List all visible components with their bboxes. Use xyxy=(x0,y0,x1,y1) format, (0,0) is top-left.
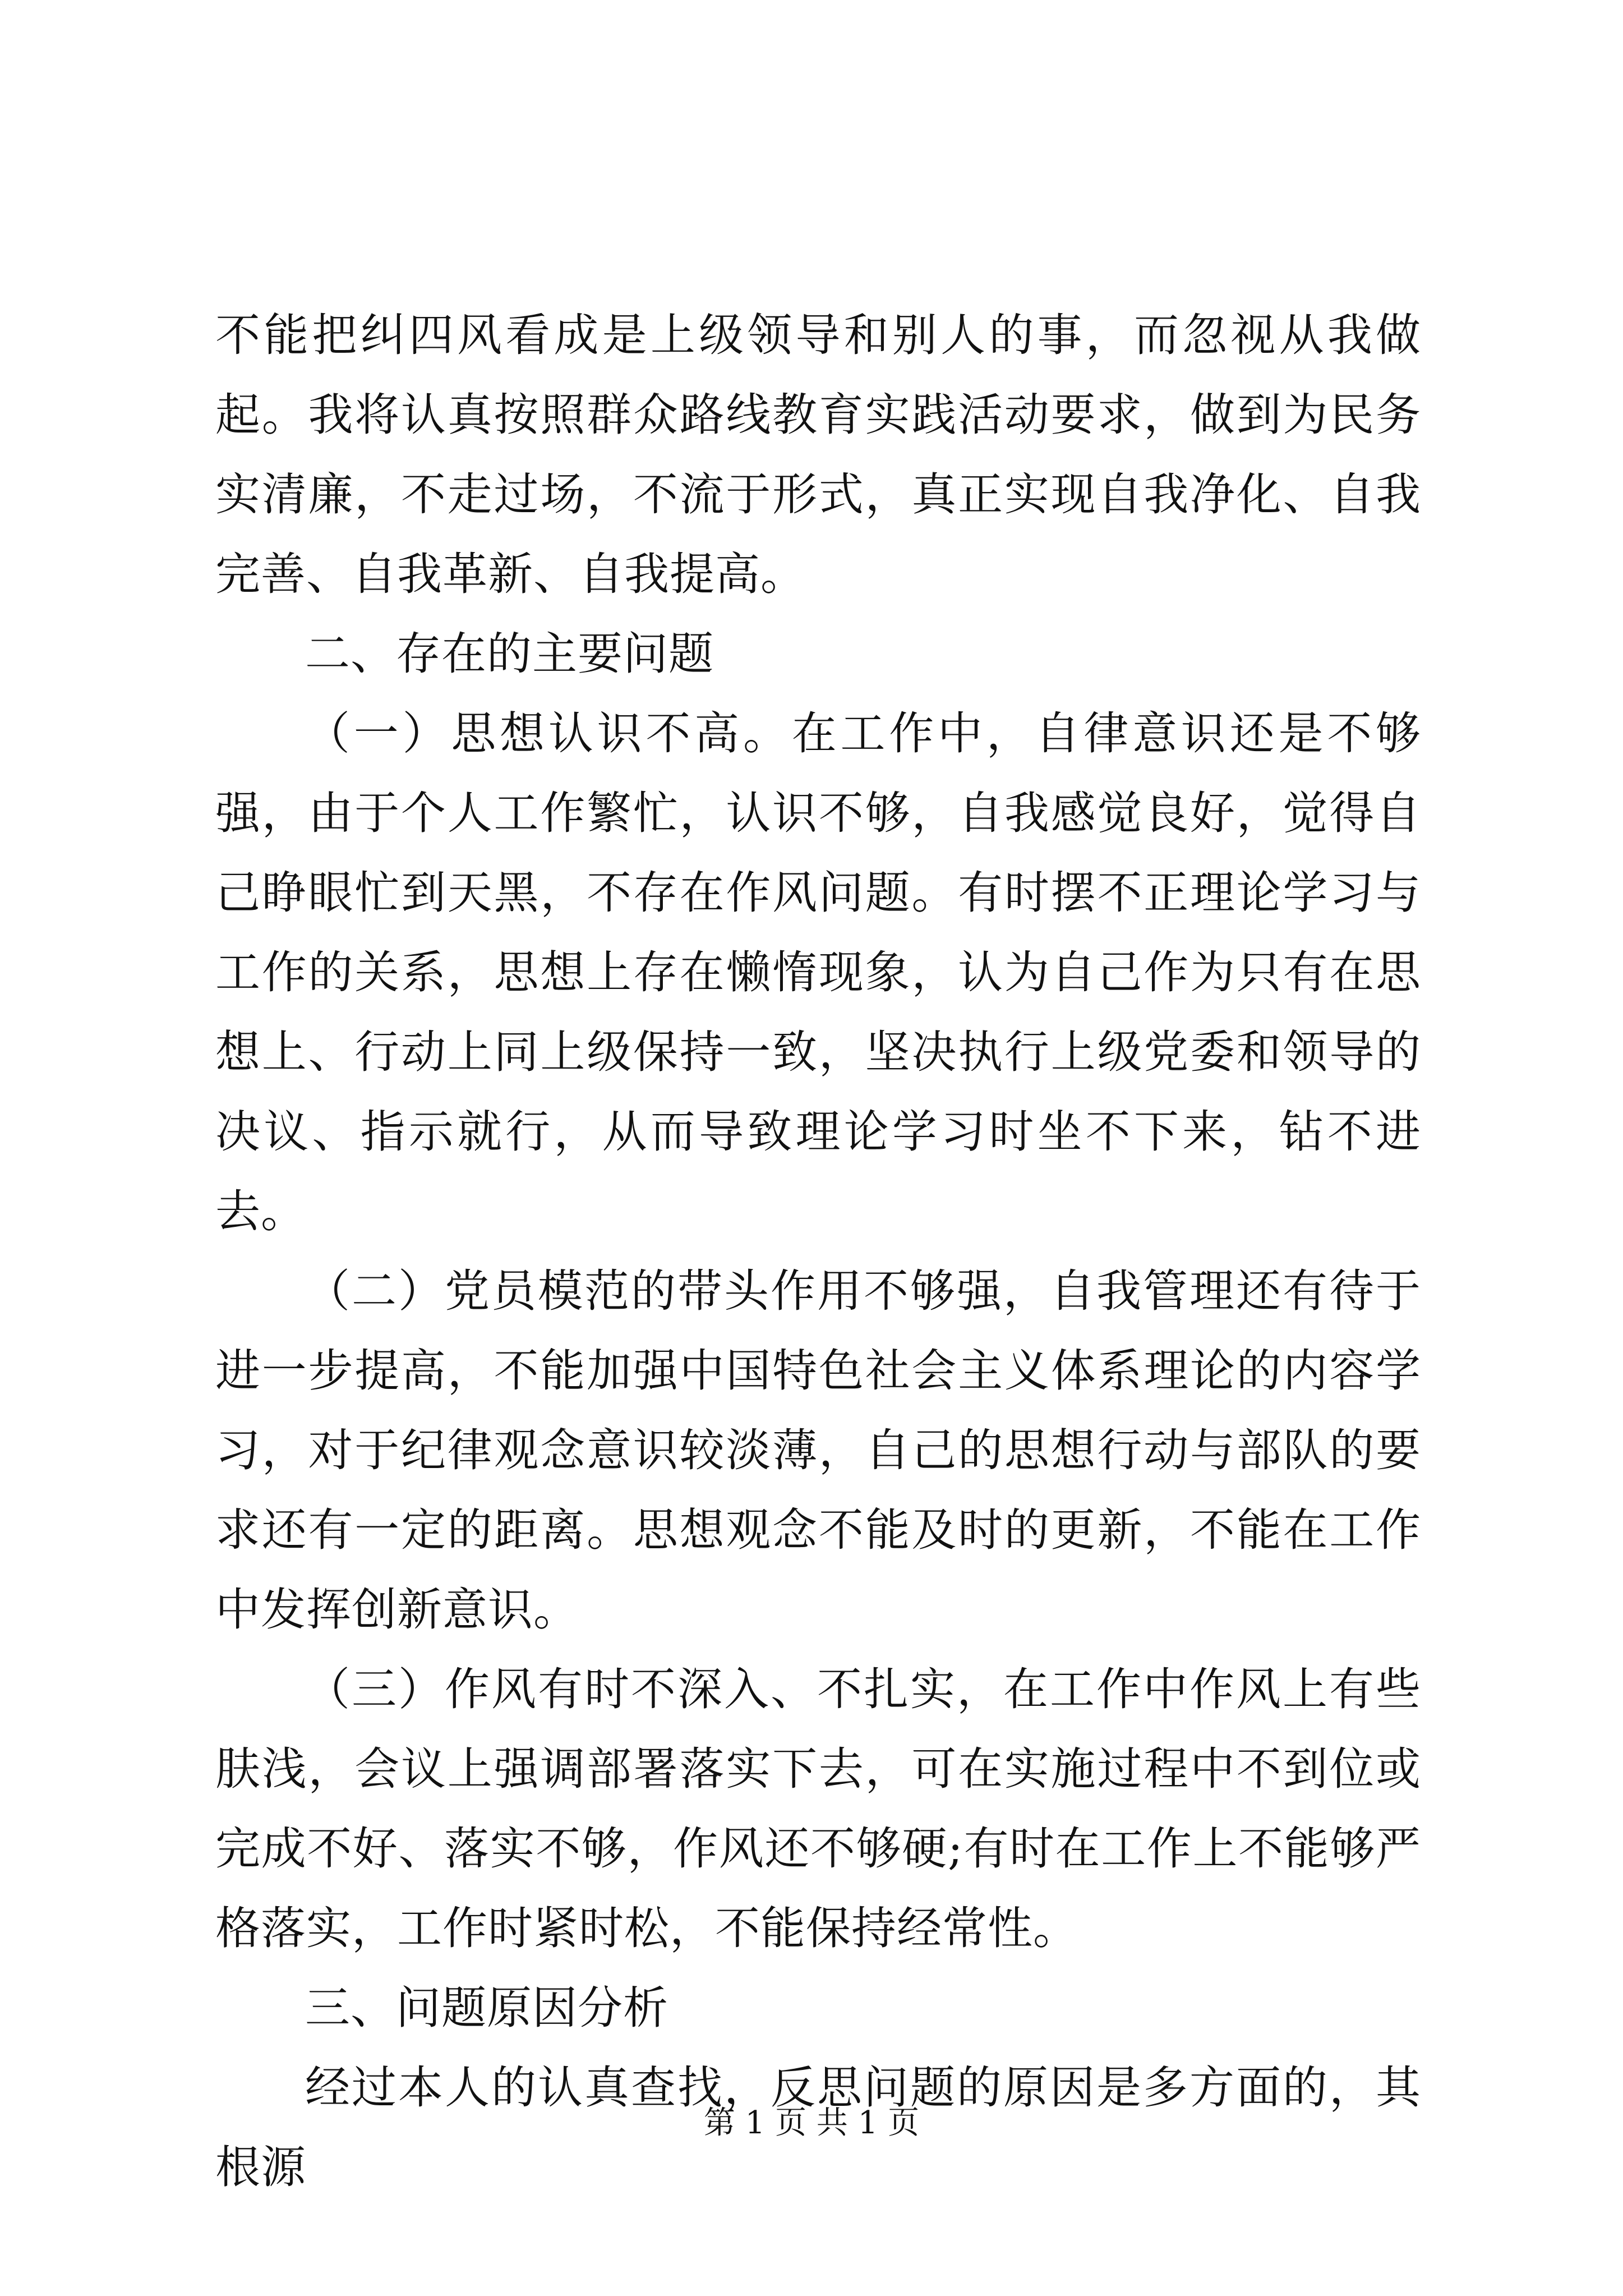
paragraph-item-3: （三）作风有时不深入、不扎实，在工作中作风上有些肤浅，会议上强调部署落实下去，可在实施过程中不到位或完成不好、落实不够，作风还不够硬;有时在工作上不能够严格落实，工作时紧时松，不能保持经常性。 xyxy=(215,1663,1421,1954)
paragraph-continuation: 不能把纠四风看成是上级领导和别人的事，而忽视从我做起。我将认真按照群众路线教育实践活动要求，做到为民务实清廉，不走过场，不流于形式，真正实现自我净化、自我完善、自我革新、自我提高。 xyxy=(215,309,1421,600)
page-number-label: 第 1 页 共 1 页 xyxy=(703,2105,920,2141)
document-body xyxy=(215,296,1421,2207)
section-heading-problems: 二、存在的主要问题 xyxy=(305,628,714,680)
paragraph-analysis: 经过本人的认真查找，反思问题的原因是多方面的，其根源 xyxy=(215,2062,1421,2193)
paragraph-item-1: （一）思想认识不高。在工作中，自律意识还是不够强，由于个人工作繁忙，认识不够，自我感觉良好，觉得自己睁眼忙到天黑，不存在作风问题。有时摆不正理论学习与工作的关系，思想上存在懒惰现象，认为自己作为只有在思想上、行动上同上级保持一致，坚决执行上级党委和领导的决议、指示就行，从而导致理论学习时坐不下来，钻不进去。 xyxy=(215,707,1421,1237)
page-footer xyxy=(0,2104,1623,2143)
section-heading-cause-analysis: 三、问题原因分析 xyxy=(305,1982,668,2034)
paragraph-item-2: （二）党员模范的带头作用不够强，自我管理还有待于进一步提高，不能加强中国特色社会主义体系理论的内容学习，对于纪律观念意识较淡薄，自己的思想行动与部队的要求还有一定的距离。思想观念不能及时的更新，不能在工作中发挥创新意识。 xyxy=(215,1265,1421,1636)
